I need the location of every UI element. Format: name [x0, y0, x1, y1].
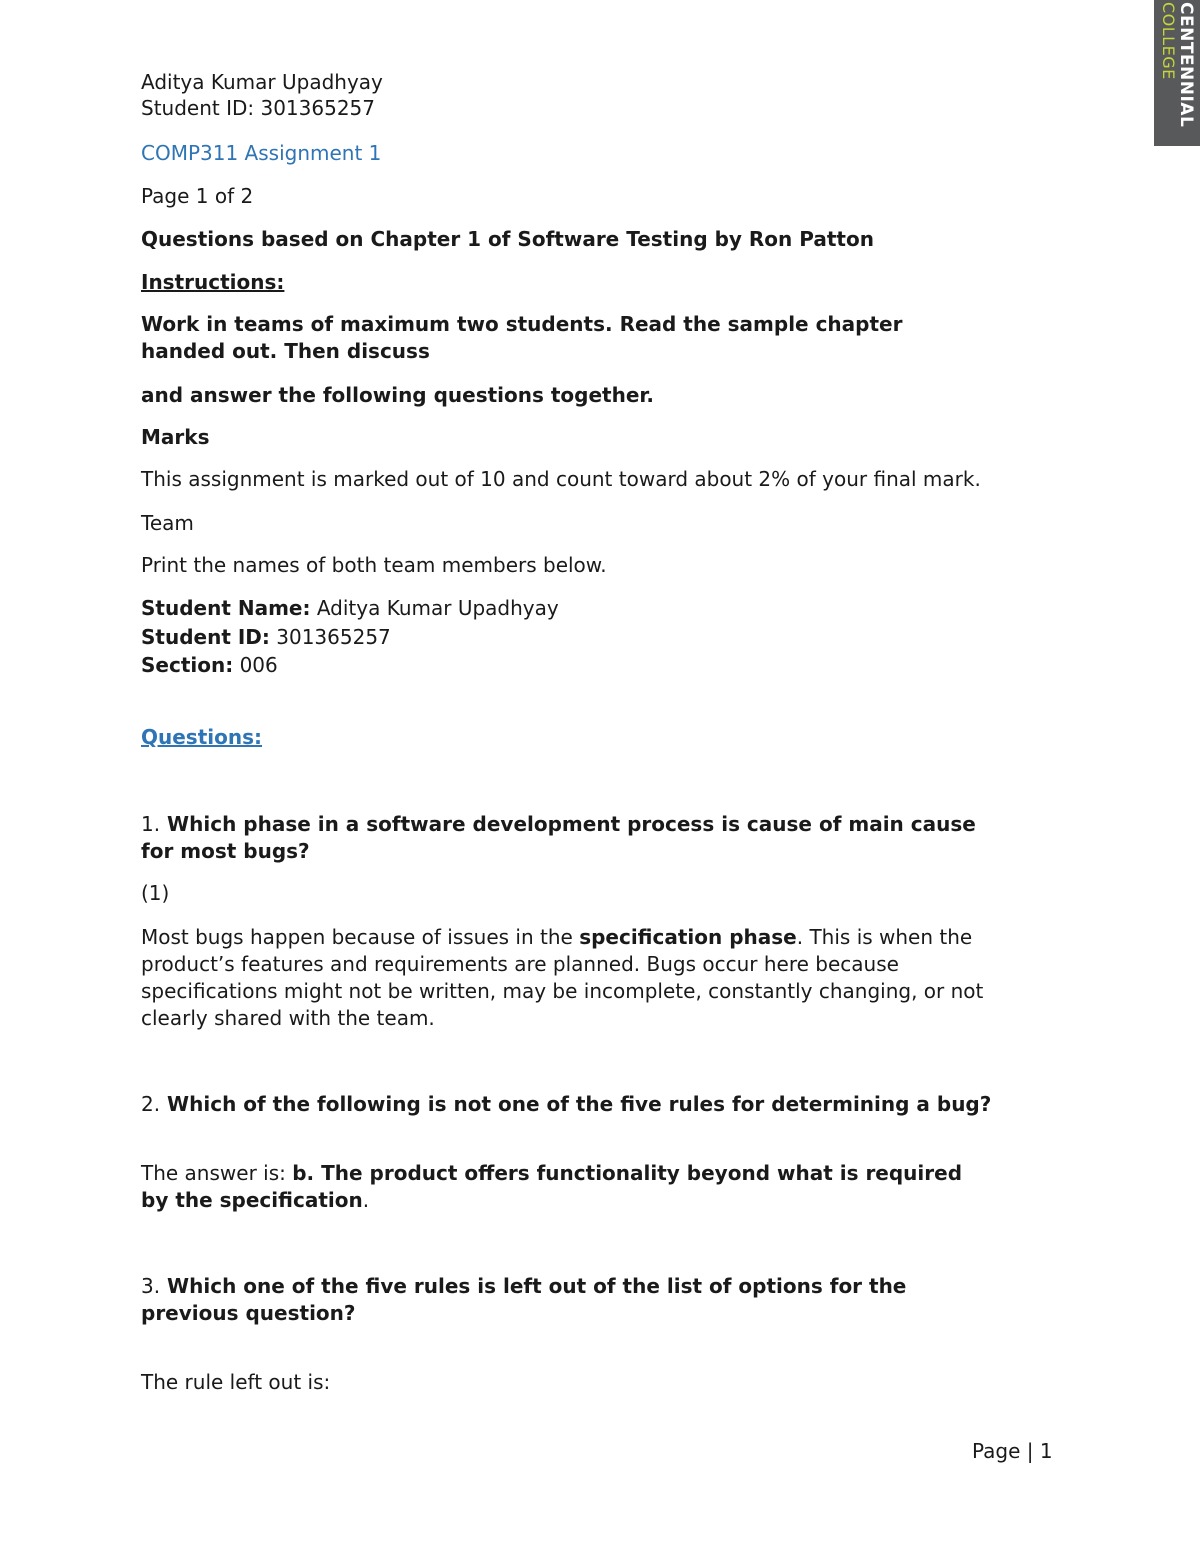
document-title: COMP311 Assignment 1: [141, 141, 382, 165]
instructions-heading: Instructions:: [141, 270, 285, 294]
answer-1-line-4: clearly shared with the team.: [141, 1006, 435, 1030]
answer-1-post: . This is when the: [796, 925, 973, 949]
answer-1-line-3: specifications might not be written, may be incomplete, constantly changing, or not: [141, 979, 984, 1003]
marks-text: This assignment is marked out of 10 and count toward about 2% of your final mark.: [141, 467, 981, 491]
question-1-number: 1.: [141, 812, 161, 836]
question-2-line: [141, 1091, 991, 1118]
answer-3-line: The rule left out is:: [141, 1370, 331, 1394]
logo-line-2: COLLEGE: [1159, 2, 1178, 80]
answer-2-post: .: [362, 1188, 370, 1212]
section-row: [141, 652, 278, 679]
student-name-row: [141, 595, 559, 622]
instructions-line-3: and answer the following questions together.: [141, 383, 655, 407]
subtitle: Questions based on Chapter 1 of Software Testing by Ron Patton: [141, 227, 874, 251]
team-text: Print the names of both team members below.: [141, 553, 607, 577]
instructions-line-1: Work in teams of maximum two students. Read the sample chapter: [141, 312, 903, 336]
author-name: Aditya Kumar Upadhyay: [141, 70, 383, 94]
student-name-label: Student Name:: [141, 596, 311, 620]
page-of-label: Page 1 of 2: [141, 184, 254, 208]
student-name-value: Aditya Kumar Upadhyay: [310, 596, 559, 620]
question-2-number: 2.: [141, 1092, 161, 1116]
answer-2-bold-1: b. The product offers functionality beyond what is required: [292, 1161, 963, 1185]
question-1-line-2: for most bugs?: [141, 839, 310, 863]
answer-1-line-1: [141, 924, 972, 951]
answer-1-bold: specification phase: [579, 925, 797, 949]
question-3-line-1: [141, 1273, 906, 1300]
instructions-line-2: handed out. Then discuss: [141, 339, 430, 363]
answer-1-pre: Most bugs happen because of issues in the: [141, 925, 580, 949]
question-2-text: Which of the following is not one of the five rules for determining a bug?: [160, 1092, 992, 1116]
answer-2-pre: The answer is:: [141, 1161, 293, 1185]
student-id-label: Student ID:: [141, 625, 270, 649]
answer-2-bold-2: by the specification: [141, 1188, 363, 1212]
student-id-row: [141, 624, 391, 651]
centennial-college-logo: [1154, 0, 1200, 146]
logo-line-1: CENTENNIAL: [1176, 2, 1196, 128]
team-heading: Team: [141, 511, 194, 535]
answer-2-line-2: [141, 1187, 369, 1214]
answer-1-line-2: product’s features and requirements are planned. Bugs occur here because: [141, 952, 899, 976]
question-3-number: 3.: [141, 1274, 161, 1298]
question-1-line-1: [141, 811, 976, 838]
question-1-marks: (1): [141, 881, 170, 905]
section-value: 006: [233, 653, 278, 677]
section-label: Section:: [141, 653, 234, 677]
question-1-text: Which phase in a software development process is cause of main cause: [160, 812, 976, 836]
page-footer: Page | 1: [972, 1439, 1053, 1463]
question-3-text: Which one of the five rules is left out of the list of options for the: [160, 1274, 907, 1298]
questions-heading: Questions:: [141, 725, 263, 749]
author-student-id: Student ID: 301365257: [141, 96, 376, 120]
marks-heading: Marks: [141, 425, 210, 449]
answer-2-line-1: [141, 1160, 962, 1187]
question-3-line-2: previous question?: [141, 1301, 356, 1325]
student-id-value: 301365257: [269, 625, 391, 649]
